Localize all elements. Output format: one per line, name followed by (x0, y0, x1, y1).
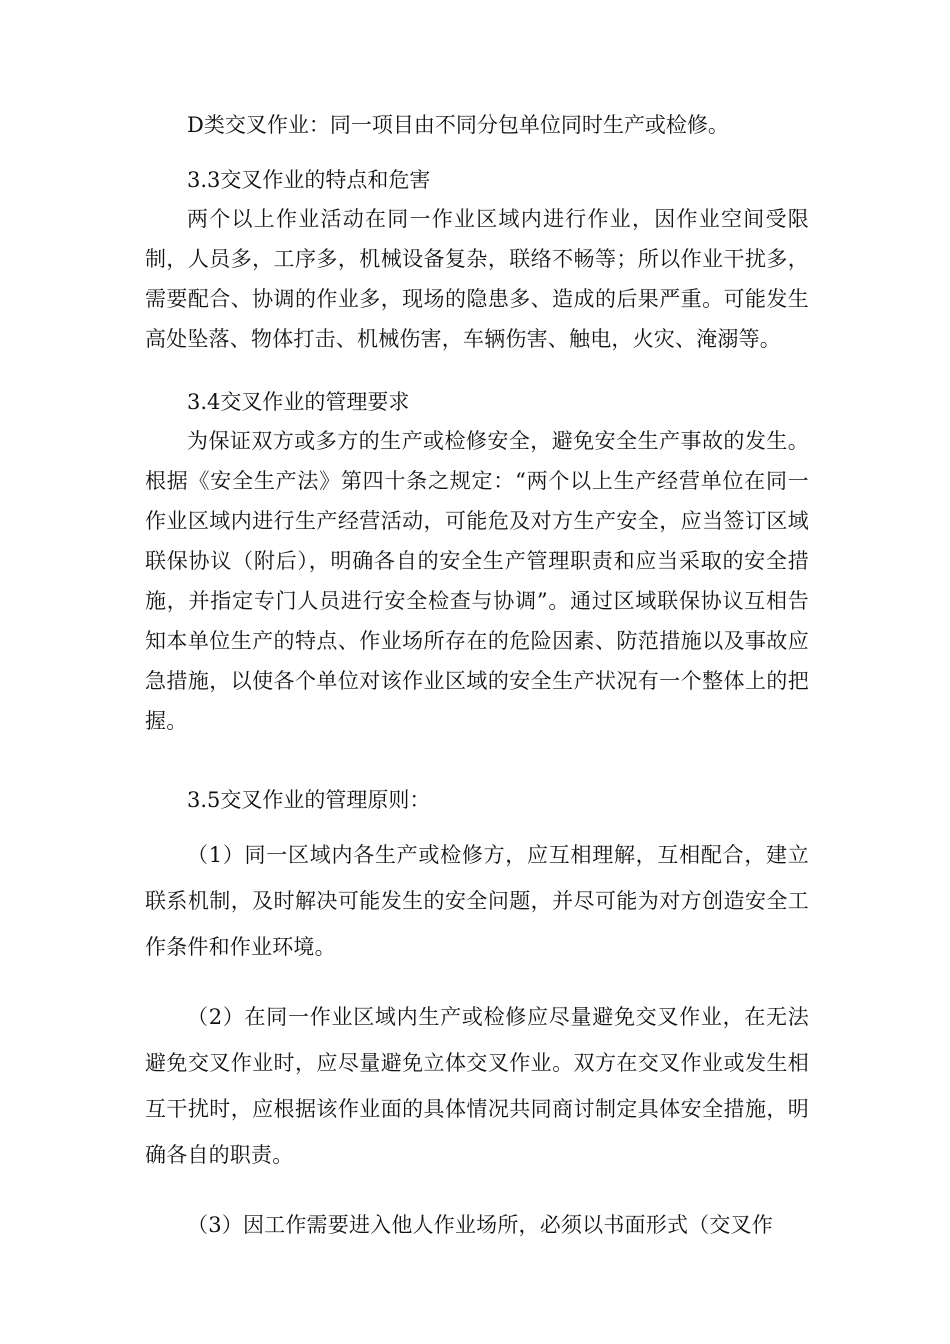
heading-3-4: 3.4交叉作业的管理要求 (187, 390, 410, 414)
paragraph-3-4: 为保证双方或多方的生产或检修安全，避免安全生产事故的发生。根据《安全生产法》第四十条之规定：“两个以上生产经营单位在同一作业区域内进行生产经营活动，可能危及对方生产安全，应当签订区域联保协议（附后），明确各自的安全生产管理职责和应当采取的安全措施，并指定专门人员进行安全检查与协调”。通过区域联保协议互相告知本单位生产的特点、作业场所存在的危险因素、防范措施以及事故应急措施，以使各个单位对该作业区域的安全生产状况有一个整体上的把握。 (145, 429, 809, 733)
paragraph-3-3: 两个以上作业活动在同一作业区域内进行作业，因作业空间受限制，人员多，工序多，机械设备复杂，联络不畅等；所以作业干扰多，需要配合、协调的作业多，现场的隐患多、造成的后果严重。可能发生高处坠落、物体打击、机械伤害，车辆伤害、触电，火灾、淹溺等。 (145, 207, 809, 351)
heading-3-3: 3.3交叉作业的特点和危害 (187, 168, 431, 192)
list-item-1: （1）同一区域内各生产或检修方，应互相理解，互相配合，建立联系机制，及时解决可能发生的安全问题，并尽可能为对方创造安全工作条件和作业环境。 (145, 843, 809, 959)
heading-3-5: 3.5交叉作业的管理原则： (187, 788, 431, 812)
list-item-3: （3）因工作需要进入他人作业场所，必须以书面形式（交叉作 (187, 1213, 773, 1237)
list-item-2: （2）在同一作业区域内生产或检修应尽量避免交叉作业，在无法避免交叉作业时，应尽量避免立体交叉作业。双方在交叉作业或发生相互干扰时，应根据该作业面的具体情况共同商讨制定具体安全措施，明确各自的职责。 (145, 1005, 809, 1167)
paragraph-d-class: D类交叉作业：同一项目由不同分包单位同时生产或检修。 (187, 113, 729, 137)
